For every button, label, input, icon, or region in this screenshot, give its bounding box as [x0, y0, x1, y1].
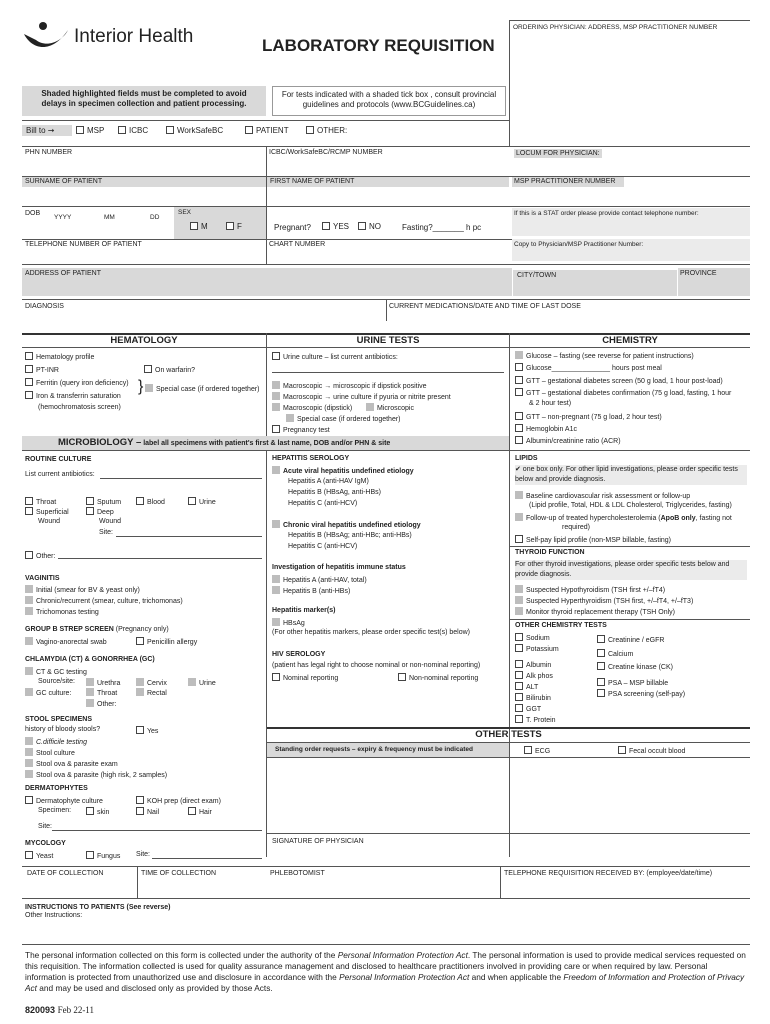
acr-checkbox[interactable] — [515, 436, 523, 444]
standing-order-label: Standing order requests – expiry & frequency must be indicated — [267, 743, 509, 757]
bill-patient-checkbox[interactable] — [245, 126, 253, 134]
copy-to-label: Copy to Physician/MSP Practitioner Number: — [512, 239, 750, 261]
chart-number-label: CHART NUMBER — [269, 241, 326, 248]
patient-telephone-label: TELEPHONE NUMBER OF PATIENT — [25, 241, 142, 248]
pt-inr-checkbox[interactable] — [25, 365, 33, 373]
surname-label: SURNAME OF PATIENT — [22, 177, 266, 187]
dob-label: DOB — [25, 210, 41, 217]
routine-other-checkbox[interactable] — [25, 551, 33, 559]
interior-health-logo-icon — [22, 20, 72, 56]
alk-phos-checkbox[interactable] — [515, 671, 523, 679]
phn-label: PHN NUMBER — [25, 149, 73, 156]
bill-other-checkbox[interactable] — [306, 126, 314, 134]
hematology-profile-checkbox[interactable] — [25, 352, 33, 360]
penicillin-allergy-checkbox[interactable] — [136, 637, 144, 645]
hiv-non-nominal-checkbox[interactable] — [398, 673, 406, 681]
glucose-fasting-checkbox[interactable] — [515, 351, 523, 359]
chemistry-header: CHEMISTRY — [602, 335, 658, 346]
blood-checkbox[interactable] — [136, 497, 144, 505]
lipids-note: ✔ one box only. For other lipid investigations, please order specific tests below and provide diagnosis. — [515, 465, 747, 485]
lipid-followup-checkbox[interactable] — [515, 513, 523, 521]
hyperthyroid-checkbox[interactable] — [515, 596, 523, 604]
thyroid-monitor-checkbox[interactable] — [515, 607, 523, 615]
lipid-self-pay-checkbox[interactable] — [515, 535, 523, 543]
urine-special-case-checkbox[interactable] — [286, 414, 294, 422]
yeast-checkbox[interactable] — [25, 851, 33, 859]
form-number: 820093 Feb 22-11 — [25, 1005, 94, 1015]
hematology-header: HEMATOLOGY — [110, 335, 178, 346]
routine-culture-title: ROUTINE CULTURE — [25, 456, 92, 463]
gtt-nonpregnant-checkbox[interactable] — [515, 412, 523, 420]
icbc-number-label: ICBC/WorkSafeBC/RCMP NUMBER — [269, 149, 383, 156]
derm-culture-checkbox[interactable] — [25, 796, 33, 804]
privacy-notice: The personal information collected on this form is collected under the authority of the Personal Information Protection Act. The personal information is used to provide medical services requested on this requisition. The information collected is used for quality assurance management and disclosed to healthcare practitioners involved in providing care or when required by law. Personal information is protected from unauthorized use and disclosure in accordance with the Personal Information Protection Act and when applicable the Freedom of Information and Protection of Privacy Act and may be used and disclosed only as provided by those Acts. — [25, 950, 746, 993]
city-label: CITY/TOWN — [513, 270, 677, 296]
psa-self-pay-checkbox[interactable] — [597, 689, 605, 697]
gc-other-checkbox[interactable] — [86, 699, 94, 707]
microbiology-header: MICROBIOLOGY – label all specimens with patient's first & last name, DOB and/or PHN & site — [22, 436, 509, 450]
macro-dipstick-checkbox[interactable] — [272, 403, 280, 411]
cdiff-checkbox[interactable] — [25, 737, 33, 745]
phlebotomist-label: PHLEBOTOMIST — [270, 870, 325, 877]
first-name-label: FIRST NAME OF PATIENT — [267, 177, 509, 187]
fobt-checkbox[interactable] — [618, 746, 626, 754]
bill-msp-checkbox[interactable] — [76, 126, 84, 134]
skin-checkbox[interactable] — [86, 807, 94, 815]
psa-msp-checkbox[interactable] — [597, 678, 605, 686]
glucose-post-meal-checkbox[interactable] — [515, 363, 523, 371]
gc-culture-checkbox[interactable] — [25, 688, 33, 696]
potassium-checkbox[interactable] — [515, 644, 523, 652]
ct-gc-checkbox[interactable] — [25, 667, 33, 675]
creatinine-checkbox[interactable] — [597, 635, 605, 643]
bill-worksafebc-checkbox[interactable] — [166, 126, 174, 134]
hypothyroid-checkbox[interactable] — [515, 585, 523, 593]
ck-checkbox[interactable] — [597, 662, 605, 670]
urine-tests-header: URINE TESTS — [356, 335, 420, 346]
hair-checkbox[interactable] — [188, 807, 196, 815]
chl-urine-checkbox[interactable] — [188, 678, 196, 686]
ordering-physician-label: ORDERING PHYSICIAN: ADDRESS, MSP PRACTITIONER NUMBER — [513, 24, 718, 31]
hiv-nominal-checkbox[interactable] — [272, 673, 280, 681]
hema-special-case-checkbox[interactable] — [145, 384, 153, 392]
macro-micro-checkbox[interactable] — [272, 381, 280, 389]
sex-f-checkbox[interactable] — [226, 222, 234, 230]
microscopic-checkbox[interactable] — [366, 403, 374, 411]
urine-culture-checkbox[interactable] — [272, 352, 280, 360]
ecg-checkbox[interactable] — [524, 746, 532, 754]
org-name: Interior Health — [74, 26, 194, 47]
bloody-stools-yes-checkbox[interactable] — [136, 726, 144, 734]
albumin-checkbox[interactable] — [515, 660, 523, 668]
rectal-checkbox[interactable] — [136, 688, 144, 696]
lipid-baseline-checkbox[interactable] — [515, 491, 523, 499]
t-protein-checkbox[interactable] — [515, 715, 523, 723]
thyroid-note: For other thyroid investigations, please order specific tests below and provide diagnosis. — [515, 560, 747, 580]
gbs-swab-checkbox[interactable] — [25, 637, 33, 645]
acute-hep-checkbox[interactable] — [272, 466, 280, 474]
fungus-checkbox[interactable] — [86, 851, 94, 859]
ova-parasite-high-risk-checkbox[interactable] — [25, 770, 33, 778]
time-collection-label: TIME OF COLLECTION — [141, 870, 217, 877]
diagnosis-label: DIAGNOSIS — [25, 303, 64, 310]
other-tests-header: OTHER TESTS — [475, 729, 542, 740]
logo — [22, 20, 222, 56]
calcium-checkbox[interactable] — [597, 649, 605, 657]
hba1c-checkbox[interactable] — [515, 424, 523, 432]
immune-hep-a-checkbox[interactable] — [272, 575, 280, 583]
macro-culture-checkbox[interactable] — [272, 392, 280, 400]
msp-practitioner-label: MSP PRACTITIONER NUMBER — [512, 177, 624, 187]
bilirubin-checkbox[interactable] — [515, 693, 523, 701]
iron-checkbox[interactable] — [25, 391, 33, 399]
koh-checkbox[interactable] — [136, 796, 144, 804]
immune-hep-b-checkbox[interactable] — [272, 586, 280, 594]
throat-checkbox[interactable] — [25, 497, 33, 505]
sodium-checkbox[interactable] — [515, 633, 523, 641]
patient-instructions-label: INSTRUCTIONS TO PATIENTS (See reverse) — [25, 904, 171, 911]
sex-m-checkbox[interactable] — [190, 222, 198, 230]
form-title: LABORATORY REQUISITION — [262, 36, 495, 55]
nail-checkbox[interactable] — [136, 807, 144, 815]
ferritin-checkbox[interactable] — [25, 378, 33, 386]
province-label: PROVINCE — [678, 268, 750, 296]
sputum-checkbox[interactable] — [86, 497, 94, 505]
urethra-checkbox[interactable] — [86, 678, 94, 686]
medications-label: CURRENT MEDICATIONS/DATE AND TIME OF LAST DOSE — [389, 303, 581, 310]
bill-icbc-checkbox[interactable] — [118, 126, 126, 134]
chronic-hep-checkbox[interactable] — [272, 520, 280, 528]
superficial-checkbox[interactable] — [25, 507, 33, 515]
gc-throat-checkbox[interactable] — [86, 688, 94, 696]
bill-to-label: Bill to ➞ — [22, 125, 72, 136]
notice-shaded: Shaded highlighted fields must be completed to avoid delays in specimen collection and patient processing. — [22, 86, 266, 116]
pregnant-yes-checkbox[interactable] — [322, 222, 330, 230]
warfarin-checkbox[interactable] — [144, 365, 152, 373]
address-label: ADDRESS OF PATIENT — [22, 268, 512, 296]
alt-checkbox[interactable] — [515, 682, 523, 690]
vag-initial-checkbox[interactable] — [25, 585, 33, 593]
date-collection-label: DATE OF COLLECTION — [27, 870, 104, 877]
telephone-received-label: TELEPHONE REQUISITION RECEIVED BY: (employee/date/time) — [504, 870, 713, 877]
gtt-confirm-checkbox[interactable] — [515, 388, 523, 396]
locum-label: LOCUM FOR PHYSICIAN: — [516, 150, 600, 157]
ggt-checkbox[interactable] — [515, 704, 523, 712]
stat-phone-label: If this is a STAT order please provide contact telephone number: — [512, 208, 750, 236]
cervix-checkbox[interactable] — [136, 678, 144, 686]
other-instructions-label: Other Instructions: — [25, 912, 83, 919]
physician-signature-label: SIGNATURE OF PHYSICIAN — [272, 838, 364, 845]
hbsag-checkbox[interactable] — [272, 618, 280, 626]
notice-guidelines: For tests indicated with a shaded tick box , consult provincial guidelines and protocols (www.BCGuidelines.ca) — [272, 86, 506, 116]
trichomonas-checkbox[interactable] — [25, 607, 33, 615]
routine-urine-checkbox[interactable] — [188, 497, 196, 505]
deep-wound-checkbox[interactable] — [86, 507, 94, 515]
stool-culture-checkbox[interactable] — [25, 748, 33, 756]
ova-parasite-checkbox[interactable] — [25, 759, 33, 767]
fasting-field[interactable]: Fasting?_______ h pc — [402, 223, 482, 232]
pregnant-no-checkbox[interactable] — [358, 222, 366, 230]
pregnancy-test-checkbox[interactable] — [272, 425, 280, 433]
gtt-screen-checkbox[interactable] — [515, 376, 523, 384]
vag-chronic-checkbox[interactable] — [25, 596, 33, 604]
